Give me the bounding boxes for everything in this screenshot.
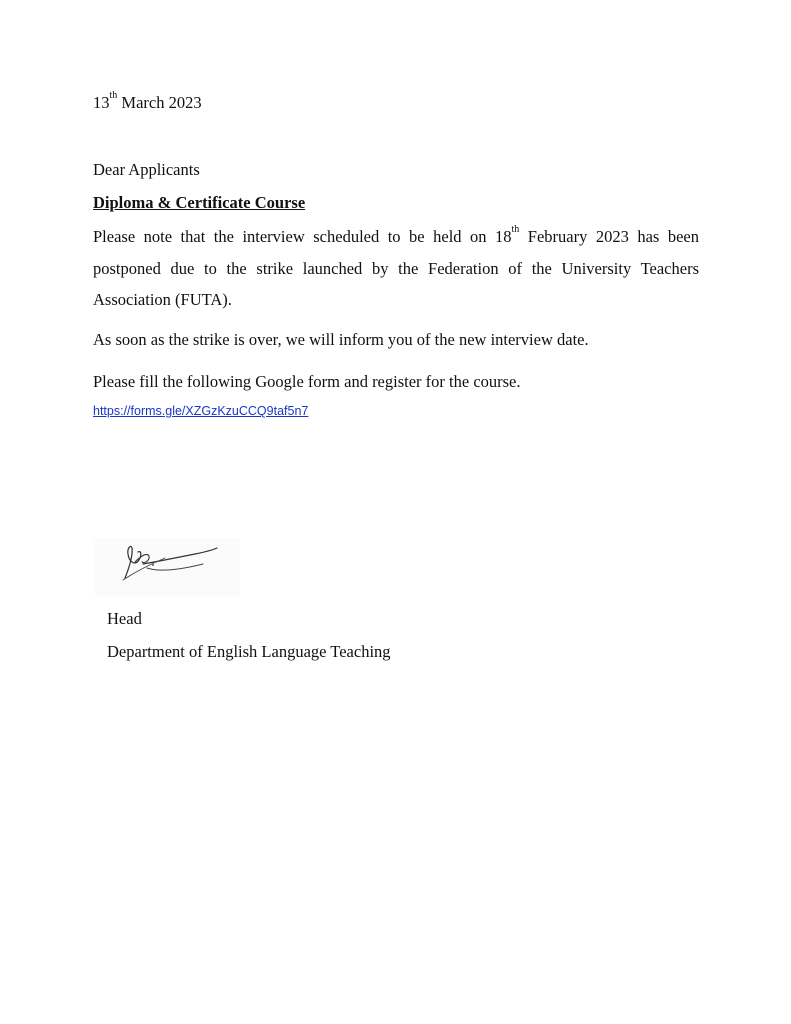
paragraph-1-line-2: postponed due to the strike launched by the Federation of the University Teachers [93,259,699,278]
paragraph-1-text-b: February 2023 has been [519,227,699,246]
google-form-link[interactable]: https://forms.gle/XZGzKzuCCQ9taf5n7 [93,404,309,418]
signatory-department: Department of English Language Teaching [107,642,391,661]
letter-date [93,90,202,113]
paragraph-1-line-3: Association (FUTA). [93,290,232,309]
paragraph-1-date-suffix: th [511,224,520,235]
salutation: Dear Applicants [93,160,200,179]
date-day: 13 [93,93,110,112]
paragraph-2: As soon as the strike is over, we will inform you of the new interview date. [93,330,589,349]
signatory-title: Head [107,609,142,628]
date-day-suffix: th [109,90,118,101]
paragraph-3: Please fill the following Google form and register for the course. [93,372,521,391]
signature-image [95,538,240,596]
date-month-year: March 2023 [117,93,202,112]
letter-heading: Diploma & Certificate Course [93,193,306,212]
paragraph-1-text-a: Please note that the interview scheduled to be held on 18 [93,227,512,246]
paragraph-1-line-1 [93,224,699,247]
